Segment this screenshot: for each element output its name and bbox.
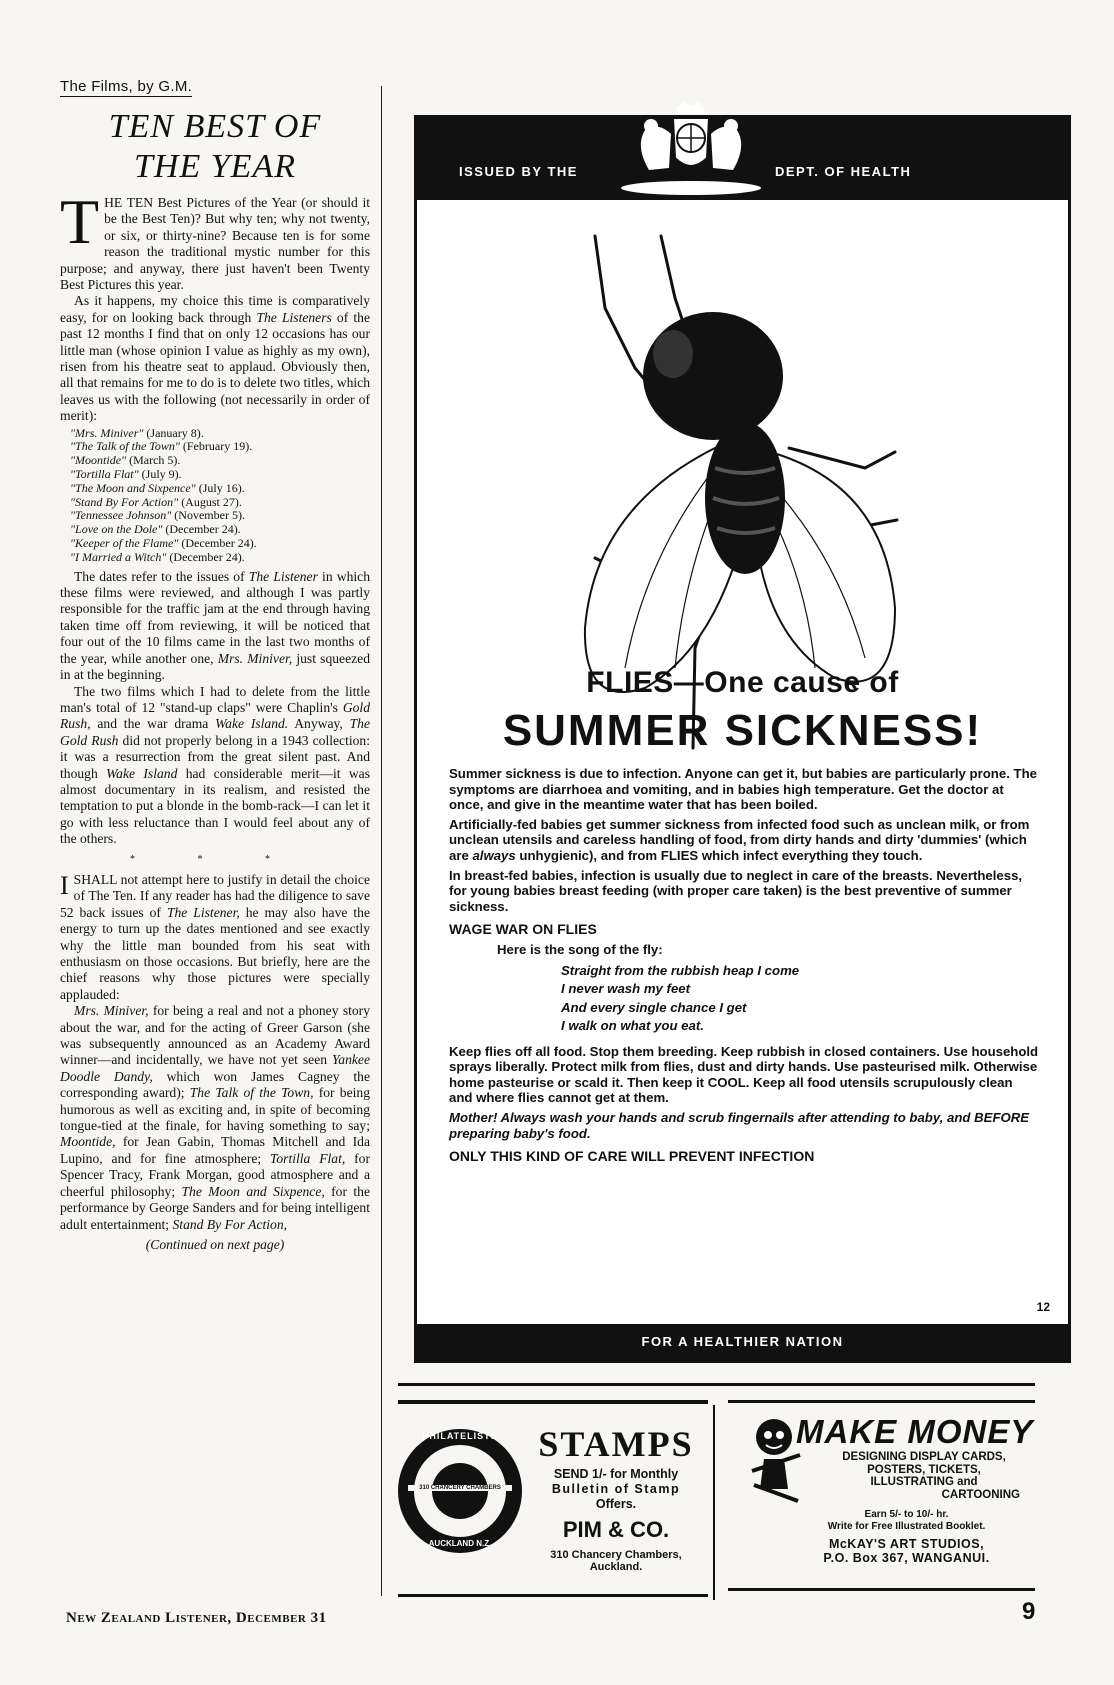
film-list-item: "The Moon and Sixpence" (July 16). — [70, 480, 245, 495]
film-list-item: "I Married a Witch" (December 24). — [70, 549, 245, 564]
wage-war-heading: WAGE WAR ON FLIES — [449, 921, 597, 938]
dept-of-health-text: DEPT. OF HEALTH — [775, 164, 912, 179]
page-number: 9 — [1022, 1598, 1036, 1625]
poem-line: And every single chance I get — [561, 999, 747, 1015]
mother-note: Mother! Always wash your hands and scrub fingernails after attending to baby, and BEFORE preparing baby's food. — [449, 1109, 1030, 1141]
paragraph-5: ISHALL not attempt here to justify in detail the choice of The Ten. If any reader has had the diligence to save 52 back issues of The Listener, he may also have the energy to turn up the dates mentioned and see exactly why the little man bounded from his seat with enthusiasm on those occasions. But briefly, here are the chief reasons why those pictures were specially applauded: — [60, 870, 370, 1002]
film-list-item: "Keeper of the Flame" (December 24). — [70, 536, 257, 551]
only-this-care: ONLY THIS KIND OF CARE WILL PREVENT INFECTION — [449, 1148, 815, 1165]
stamps-ad-top-rule — [398, 1400, 708, 1404]
money-ad-bottom-rule — [728, 1588, 1035, 1591]
ad-paragraph-1: Summer sickness is due to infection. Anyone can get it, but babies are particularly prone. The symptoms are diarrhoea and vomiting, and in babies high temperature. Get the doctor at once, and give in the meantime water that has been boiled. — [449, 766, 1037, 813]
ad-paragraph-3: In breast-fed babies, infection is usually due to neglect in care of the breasts. Nevertheless, for young babies breast feeding (with proper care taken) is the best preventive of summer sickness. — [449, 867, 1023, 914]
poem-line: I never wash my feet — [561, 981, 691, 997]
paragraph-4: The two films which I had to delete from the little man's total of 12 "stand-up claps" were Chaplin's Gold Rush, and the war drama Wake Island. Anyway, The Gold Rush did not properly belong in a 1943 collection: it was a resurrection from the great silent past. And though Wake Island had considerable merit—it was almost documentary in its realism, and resisted the temptation to put a blonde in the bomb-rack—I can let it go with less reluctance than I would feel about any of the others. — [60, 683, 371, 847]
ad-number: 12 — [1036, 1300, 1050, 1314]
film-list-item: "Tortilla Flat" (July 9). — [70, 467, 182, 482]
ad-headline-flies: FLIES—One cause of — [586, 666, 899, 699]
make-money-advertisement — [728, 1405, 1035, 1587]
make-money-earn: Earn 5/- to 10/- hr. Write for Free Illustrated Booklet. — [827, 1509, 986, 1532]
seal-top-text: PHILATELISTS — [422, 1431, 498, 1441]
film-list-item: "Love on the Dole" (December 24). — [70, 522, 241, 537]
stamps-advertisement — [398, 1405, 708, 1593]
seal-bottom-text: AUCKLAND N.Z. — [428, 1539, 492, 1548]
small-ads-divider — [713, 1405, 715, 1600]
paragraph-1: THE TEN Best Pictures of the Year (or should it be the Best Ten)? But why ten; why not twenty, or six, or thirty-nine? Because ten is for some reason the traditional mystic number for this purpose; and anyway, there just haven't been Twenty Best Pictures this year. — [60, 186, 370, 293]
column-divider — [381, 86, 382, 1596]
column-kicker: The Films, by G.M. — [60, 78, 193, 95]
headline-line-1: TEN BEST OF — [108, 108, 322, 145]
drop-cap: T — [60, 186, 100, 257]
stamps-offer-text: SEND 1/- for Monthly Bulletin of Stamp Offers. — [551, 1467, 681, 1511]
page-footer: New Zealand Listener, December 31 — [66, 1610, 327, 1626]
ad-paragraph-4: Keep flies off all food. Stop them breeding. Keep rubbish in closed containers. Use household sprays liberally. Protect milk from flies, dust and dirty hands. Use pasteurised milk. Otherwise home pasteurise or scald it. Then keep it COOL. Keep all food utensils scrupulously clean and where flies cannot get at them. — [449, 1043, 1039, 1106]
seal-middle-text: 310 CHANCERY CHAMBERS — [408, 1485, 512, 1491]
ad-top-banner — [417, 118, 1068, 200]
paragraph-3: The dates refer to the issues of The Listener in which these films were reviewed, and although I was partly responsible for the traffic jam at the end through having taken time off from reviewing, it will be noticed that four out of the 10 films came in the last two months of the year, while another one, Mrs. Miniver, just squeezed in at the beginning. — [60, 568, 370, 683]
poem-line: I walk on what you eat. — [561, 1018, 704, 1034]
film-list-item: "Mrs. Miniver" (January 8). — [70, 425, 204, 440]
poem-line: Straight from the rubbish heap I come — [561, 962, 800, 978]
film-column — [60, 78, 370, 1253]
make-money-address: McKAY'S ART STUDIOS, P.O. Box 367, WANGANUI. — [823, 1537, 990, 1565]
health-advertisement — [414, 115, 1071, 1363]
stamps-company: PIM & CO. — [562, 1517, 670, 1542]
film-list-item: "Tennessee Johnson" (November 5). — [70, 508, 245, 523]
stamps-title: STAMPS — [538, 1424, 694, 1464]
section-break-stars: * * * — [130, 853, 300, 865]
fly-song-poem — [561, 962, 1039, 1036]
paragraph-6: Mrs. Miniver, for being a real and not a phoney story about the war, and for the acting of Greer Garson (she was subsequently announced as an Academy Award winner—and incidentally, we have not yet seen Yankee Doodle Dandy, which won James Cagney the corresponding award); The Talk of the Town, for being humorous as well as exciting and, in spite of becoming tongue-tied at the finale, for having something to say; Moontide, for Jean Gabin, Thomas Mitchell and Ida Lupino, and for fine atmosphere; Tortilla Flat, for Spencer Tracy, Frank Morgan, good atmosphere and a cheerful philosophy; The Moon and Sixpence, for the performance by George Sanders and for being intelligent adult entertainment; Stand By For Action, — [60, 1003, 371, 1232]
stamps-address: 310 Chancery Chambers, Auckland. — [550, 1549, 682, 1573]
royal-coat-of-arms-icon — [615, 100, 767, 196]
ad-paragraph-2: Artificially-fed babies get summer sickness from infected food such as unclean milk, or from unclean utensils and careless handling of food, from dirty hands and dirty 'dummies' (which are always unhygienic), and from FLIES which infect everything they touch. — [449, 816, 1030, 863]
continued-note: (Continued on next page) — [145, 1236, 285, 1252]
money-ad-top-rule — [728, 1400, 1035, 1403]
film-list-item: "Moontide" (March 5). — [70, 453, 181, 468]
issued-by-text: ISSUED BY THE — [459, 164, 578, 179]
ad-bottom-banner: FOR A HEALTHIER NATION — [417, 1324, 1068, 1360]
make-money-details: DESIGNING DISPLAY CARDS, POSTERS, TICKETS, ILLUSTRATING and CARTOONING — [842, 1451, 1020, 1501]
small-ads-top-rule — [398, 1383, 1035, 1386]
article-body — [60, 186, 371, 1253]
film-list — [70, 427, 370, 565]
film-list-item: "The Talk of the Town" (February 19). — [70, 439, 253, 454]
song-intro: Here is the song of the fly: — [497, 941, 663, 957]
ad-body-text — [449, 766, 1039, 1169]
make-money-title: MAKE MONEY — [796, 1413, 1034, 1450]
drop-cap-small: I — [60, 870, 69, 900]
philatelists-seal-icon — [398, 1429, 522, 1553]
paragraph-2: As it happens, my choice this time is comparatively easy, for on looking back through The Listeners of the past 12 months I find that on only 12 occasions has our little man (whose opinion I value as highly as my own), risen from his theatre seat to applaud. Obviously then, all that remains for me to do is to delete two titles, which leaves us with the following (not necessarily in order of merit): — [60, 293, 370, 424]
headline-line-2: THE YEAR — [134, 148, 296, 185]
stamps-ad-bottom-rule — [398, 1594, 708, 1597]
ad-headline-summer-sickness: SUMMER SICKNESS! — [502, 706, 983, 755]
article-headline — [60, 107, 370, 187]
film-list-item: "Stand By For Action" (August 27). — [70, 494, 242, 509]
